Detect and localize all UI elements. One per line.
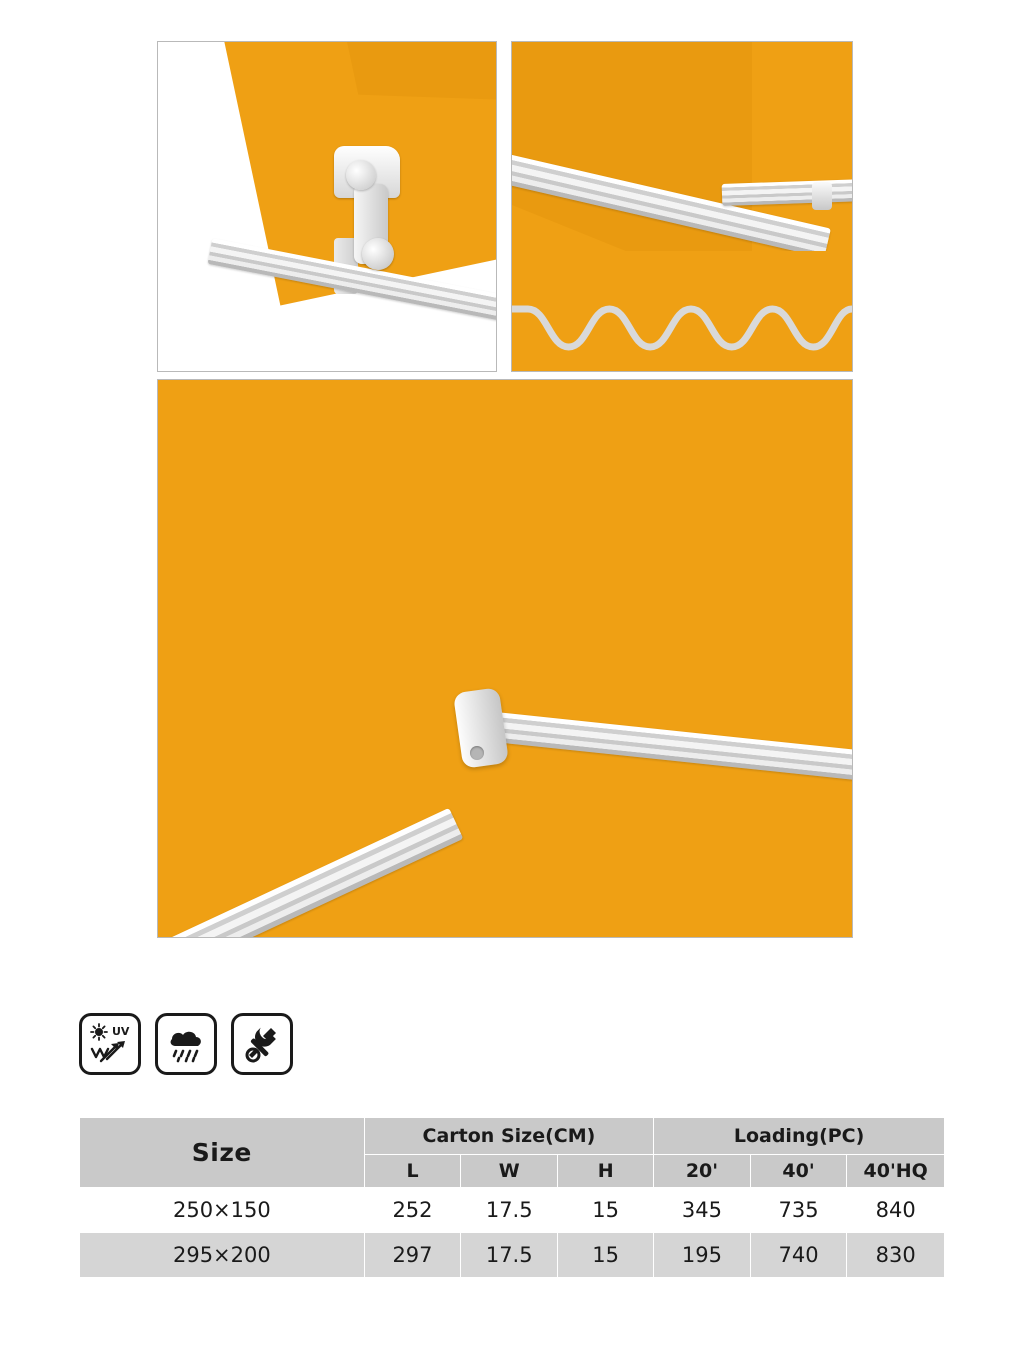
cell-height: 15	[558, 1233, 654, 1278]
cell-length: 297	[364, 1233, 461, 1278]
size-specification-table	[79, 1117, 945, 1278]
cell-size: 250×150	[80, 1188, 365, 1233]
cell-load-40ft: 735	[750, 1188, 847, 1233]
header-40ft: 40'	[750, 1155, 847, 1188]
feature-icon-row	[79, 1013, 293, 1075]
header-width: W	[461, 1155, 558, 1188]
uv-label: UV	[112, 1025, 130, 1038]
table-row	[80, 1233, 945, 1278]
cell-load-40hq: 840	[847, 1188, 945, 1233]
table-row	[80, 1188, 945, 1233]
cell-height: 15	[558, 1188, 654, 1233]
header-20ft: 20'	[654, 1155, 751, 1188]
image-panel-arm-joint	[157, 41, 497, 372]
panel-background	[158, 380, 852, 937]
cell-width: 17.5	[461, 1233, 558, 1278]
cell-load-20ft: 345	[654, 1188, 751, 1233]
cell-length: 252	[364, 1188, 461, 1233]
uv-protection-icon	[79, 1013, 141, 1075]
header-height: H	[558, 1155, 654, 1188]
table-header-group-row	[80, 1118, 945, 1155]
cell-load-40hq: 830	[847, 1233, 945, 1278]
cell-size: 295×200	[80, 1233, 365, 1278]
rain-cloud-glyph	[164, 1022, 208, 1066]
cell-load-20ft: 195	[654, 1233, 751, 1278]
cell-width: 17.5	[461, 1188, 558, 1233]
cell-load-40ft: 740	[750, 1233, 847, 1278]
header-size: Size	[80, 1118, 365, 1188]
wave-valance	[512, 251, 852, 371]
front-bar-extension	[722, 179, 853, 206]
image-panel-front-bar	[511, 41, 853, 372]
tools-glyph	[240, 1022, 284, 1066]
canopy-shadow	[335, 41, 497, 110]
image-panel-elbow	[157, 379, 853, 938]
tools-wrench-screwdriver-icon	[231, 1013, 293, 1075]
arm-pivot-joint	[362, 238, 394, 270]
front-bar-endcap	[812, 182, 832, 210]
header-loading: Loading(PC)	[654, 1118, 945, 1155]
uv-protection-glyph	[87, 1021, 133, 1067]
elbow-pin-hole	[470, 746, 484, 760]
adjustment-knob	[346, 160, 376, 190]
header-length: L	[364, 1155, 461, 1188]
header-carton-size: Carton Size(CM)	[364, 1118, 653, 1155]
rain-cloud-icon	[155, 1013, 217, 1075]
header-40hq: 40'HQ	[847, 1155, 945, 1188]
